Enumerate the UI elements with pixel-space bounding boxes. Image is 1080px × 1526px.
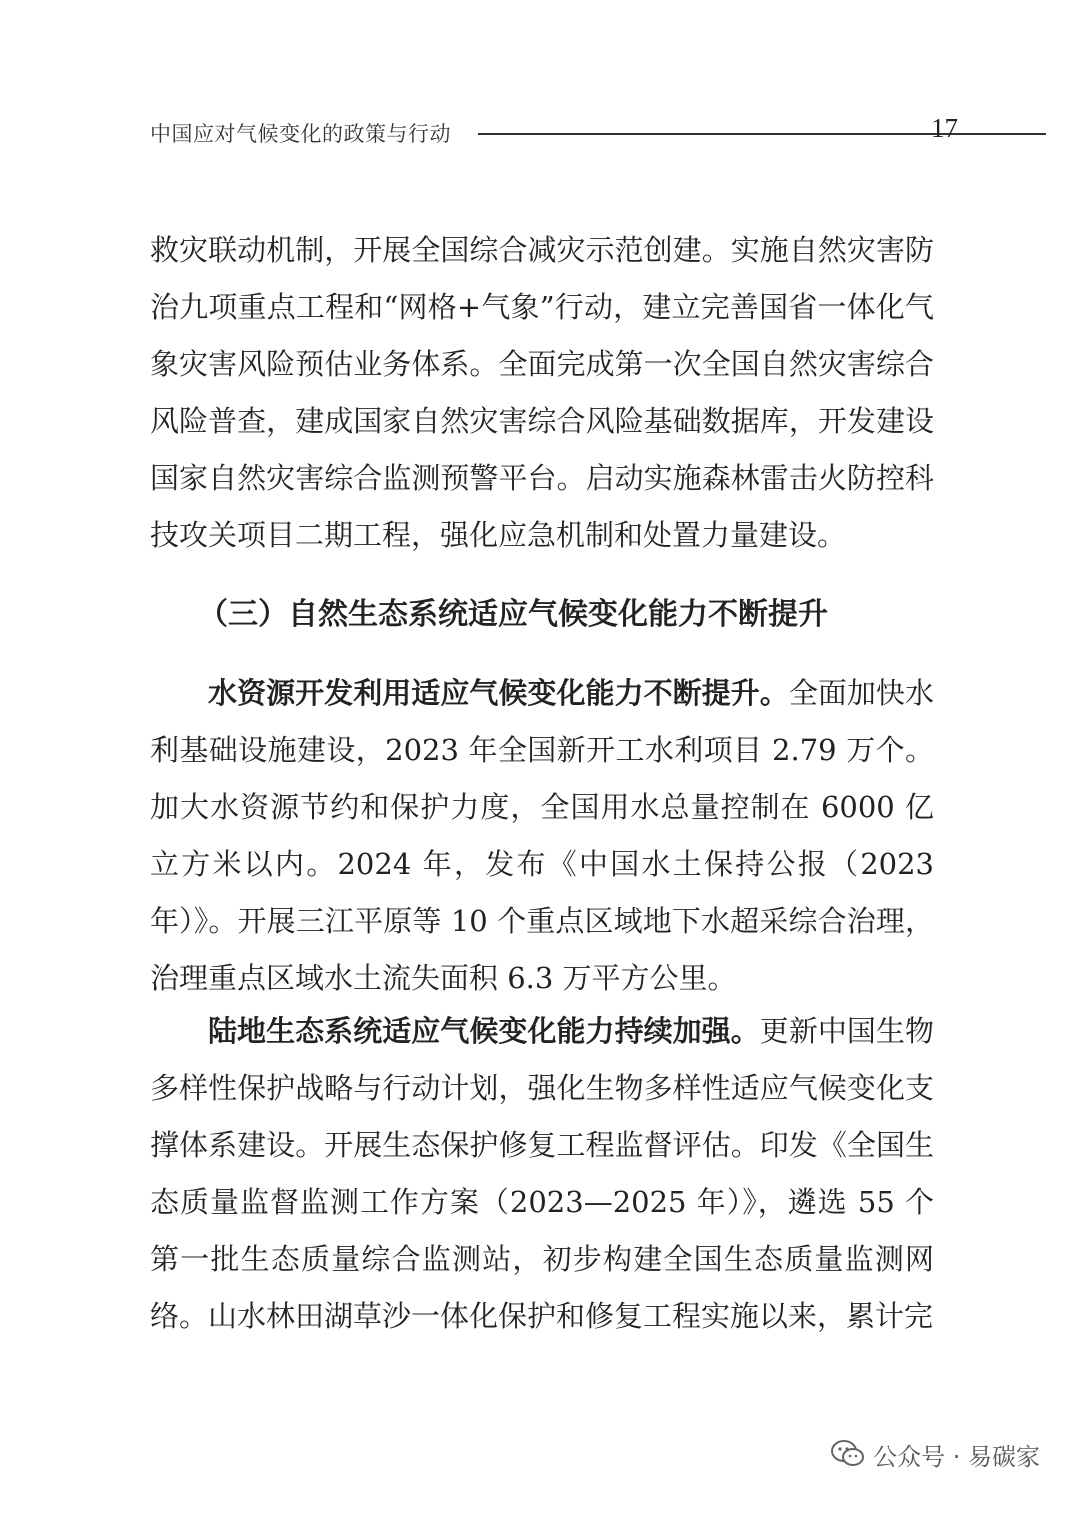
continuation-paragraph: 救灾联动机制，开展全国综合减灾示范创建。实施自然灾害防治九项重点工程和“网格+气象”行动，建立完善国省一体化气象灾害风险预估业务体系。全面完成第一次全国自然灾害综合风险普查，建成国家自然灾害综合风险基础数据库，开发建设国家自然灾害综合监测预警平台。启动实施森林雷击火防控科技攻关项目二期工程，强化应急机制和处置力量建设。	[150, 233, 934, 552]
paragraph-body: 全面加快水利基础设施建设，2023 年全国新开工水利项目 2.79 万个。加大水资源节约和保护力度，全国用水总量控制在 6000 亿立方米以内。2024 年，发布《中国水土保持公报（2023 年）》。开展三江平原等 10 个重点区域地下水超采综合治理，治理重点区域水土流失面积 6.3 万平方公里。	[150, 676, 934, 995]
terrestrial-ecosystem-block	[150, 1003, 934, 1345]
paragraph-lead: 陆地生态系统适应气候变化能力持续加强。	[208, 1014, 760, 1048]
watermark	[831, 1432, 1040, 1476]
paragraph-lead: 水资源开发利用适应气候变化能力不断提升。	[208, 676, 789, 710]
header-rule	[478, 133, 1046, 135]
paragraph-water-resources	[150, 665, 934, 1007]
page-number: 17	[931, 113, 958, 143]
watermark-text: 公众号 · 易碳家	[873, 1442, 1040, 1471]
page-header	[150, 112, 960, 156]
water-resources-block	[150, 665, 934, 1007]
paragraph-body: 更新中国生物多样性保护战略与行动计划，强化生物多样性适应气候变化支撑体系建设。开展生态保护修复工程监督评估。印发《全国生态质量监督监测工作方案（2023—2025 年）》，遴选 55 个第一批生态质量综合监测站，初步构建全国生态质量监测网络。山水林田湖草沙一体化保护和修复工程实施以来，累计完	[150, 1014, 934, 1333]
running-title: 中国应对气候变化的政策与行动	[150, 122, 451, 146]
wechat-icon	[831, 1439, 865, 1469]
continuation-block	[150, 222, 934, 564]
paragraph-terrestrial-ecosystem	[150, 1003, 934, 1345]
section-heading: （三）自然生态系统适应气候变化能力不断提升	[198, 597, 828, 632]
